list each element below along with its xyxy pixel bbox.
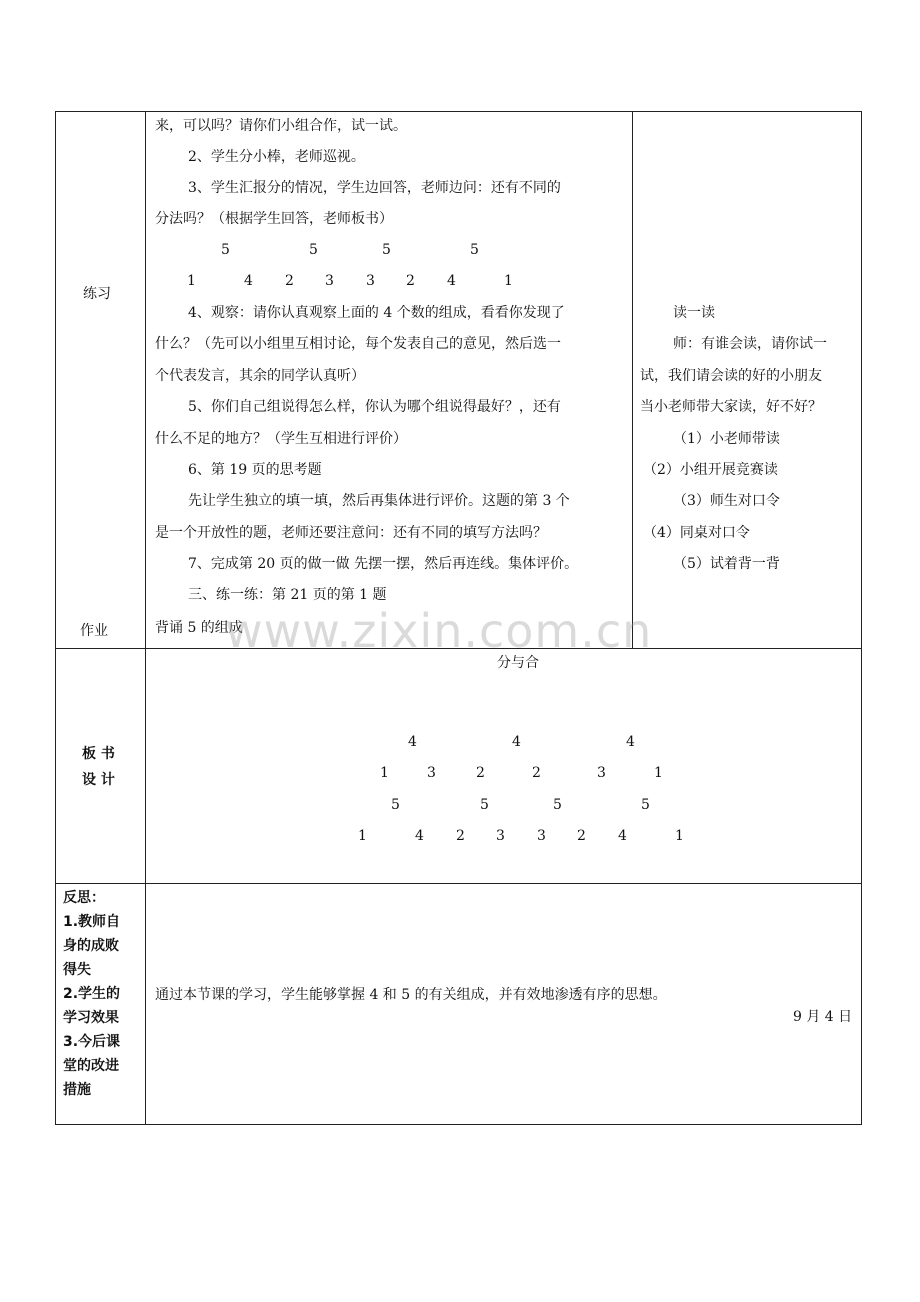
board-four-part: 1 bbox=[380, 765, 389, 781]
reflection-text: 通过本节课的学习，学生能够掌握 4 和 5 的有关组成，并有效地渗透有序的思想。 bbox=[155, 987, 667, 1003]
practice-line: 4、观察：请你认真观察上面的 4 个数的组成，看看你发现了 bbox=[188, 305, 565, 321]
comp5-top: 5 bbox=[309, 242, 318, 258]
board-four-part: 2 bbox=[476, 765, 485, 781]
reflection-date: 9 月 4 日 bbox=[793, 1009, 853, 1025]
side-line: 当小老师带大家读，好不好？ bbox=[640, 399, 822, 415]
side-line: （5）试着背一背 bbox=[673, 556, 780, 572]
board-title: 分与合 bbox=[497, 655, 539, 671]
side-line: 读一读 bbox=[673, 305, 715, 321]
board-five-top: 5 bbox=[480, 797, 489, 813]
comp5-part: 1 bbox=[187, 273, 196, 289]
board-four-top: 4 bbox=[512, 734, 521, 750]
practice-line: 个代表发言，其余的同学认真听） bbox=[155, 368, 365, 384]
board-five-top: 5 bbox=[641, 797, 650, 813]
comp5-part: 4 bbox=[244, 273, 253, 289]
table-col-divider bbox=[145, 111, 146, 1125]
table-col-divider-right bbox=[632, 111, 633, 649]
reflection-label: 反思： bbox=[63, 890, 105, 906]
comp5-part: 4 bbox=[447, 273, 456, 289]
side-line: （2）小组开展竞赛读 bbox=[643, 462, 778, 478]
practice-line: 3、学生汇报分的情况，学生边回答，老师边问：还有不同的 bbox=[188, 180, 561, 196]
board-five-part: 1 bbox=[358, 828, 367, 844]
comp5-part: 2 bbox=[285, 273, 294, 289]
practice-label: 练习 bbox=[83, 286, 111, 302]
homework-label: 作业 bbox=[80, 623, 108, 639]
board-label: 设 计 bbox=[82, 772, 115, 788]
comp5-part: 3 bbox=[366, 273, 375, 289]
practice-line: 5、你们自己组说得怎么样，你认为哪个组说得最好？，还有 bbox=[188, 399, 561, 415]
practice-line: 三、练一练：第 21 页的第 1 题 bbox=[188, 587, 387, 603]
board-four-part: 3 bbox=[597, 765, 606, 781]
board-four-top: 4 bbox=[408, 734, 417, 750]
practice-line: 先让学生独立的填一填，然后再集体进行评价。这题的第 3 个 bbox=[188, 493, 570, 509]
practice-line: 什么？（先可以小组里互相讨论，每个发表自己的意见，然后选一 bbox=[155, 336, 561, 352]
reflection-label: 1.教师自 bbox=[63, 914, 121, 930]
practice-line: 2、学生分小棒，老师巡视。 bbox=[188, 149, 365, 165]
practice-line: 背诵 5 的组成 bbox=[155, 620, 243, 636]
practice-line: 是一个开放性的题，老师还要注意问：还有不同的填写方法吗？ bbox=[155, 525, 547, 541]
board-five-part: 3 bbox=[496, 828, 505, 844]
practice-line: 分法吗？（根据学生回答，老师板书） bbox=[155, 211, 393, 227]
comp5-top: 5 bbox=[221, 242, 230, 258]
reflection-label: 身的成败 bbox=[63, 938, 119, 954]
board-five-part: 3 bbox=[537, 828, 546, 844]
reflection-label: 措施 bbox=[63, 1082, 91, 1098]
board-label: 板 书 bbox=[82, 746, 115, 762]
watermark: www.zixin.com.cn bbox=[225, 604, 653, 658]
board-four-top: 4 bbox=[626, 734, 635, 750]
board-five-top: 5 bbox=[391, 797, 400, 813]
table-row-divider bbox=[55, 883, 862, 884]
board-four-part: 1 bbox=[654, 765, 663, 781]
comp5-part: 1 bbox=[504, 273, 513, 289]
reflection-label: 学习效果 bbox=[63, 1010, 119, 1026]
comp5-top: 5 bbox=[382, 242, 391, 258]
board-five-part: 2 bbox=[577, 828, 586, 844]
practice-line: 什么不足的地方？（学生互相进行评价） bbox=[155, 431, 407, 447]
reflection-label: 3.今后课 bbox=[63, 1034, 121, 1050]
side-line: （4）同桌对口令 bbox=[643, 525, 750, 541]
board-four-part: 2 bbox=[532, 765, 541, 781]
board-five-top: 5 bbox=[553, 797, 562, 813]
reflection-label: 2.学生的 bbox=[63, 986, 121, 1002]
board-five-part: 4 bbox=[618, 828, 627, 844]
board-five-part: 1 bbox=[675, 828, 684, 844]
side-line: （3）师生对口令 bbox=[673, 493, 780, 509]
board-five-part: 2 bbox=[456, 828, 465, 844]
side-line: 试，我们请会读的好的小朋友 bbox=[640, 368, 822, 384]
practice-line: 6、第 19 页的思考题 bbox=[188, 462, 322, 478]
comp5-part: 2 bbox=[406, 273, 415, 289]
board-four-part: 3 bbox=[427, 765, 436, 781]
comp5-part: 3 bbox=[325, 273, 334, 289]
reflection-label: 得失 bbox=[63, 962, 91, 978]
side-line: 师：有谁会读，请你试一 bbox=[673, 336, 827, 352]
practice-line: 来，可以吗？请你们小组合作，试一试。 bbox=[155, 118, 407, 134]
comp5-top: 5 bbox=[470, 242, 479, 258]
practice-line: 7、完成第 20 页的做一做 先摆一摆，然后再连线。集体评价。 bbox=[188, 556, 579, 572]
side-line: （1）小老师带读 bbox=[673, 431, 780, 447]
board-five-part: 4 bbox=[415, 828, 424, 844]
reflection-label: 堂的改进 bbox=[63, 1058, 119, 1074]
